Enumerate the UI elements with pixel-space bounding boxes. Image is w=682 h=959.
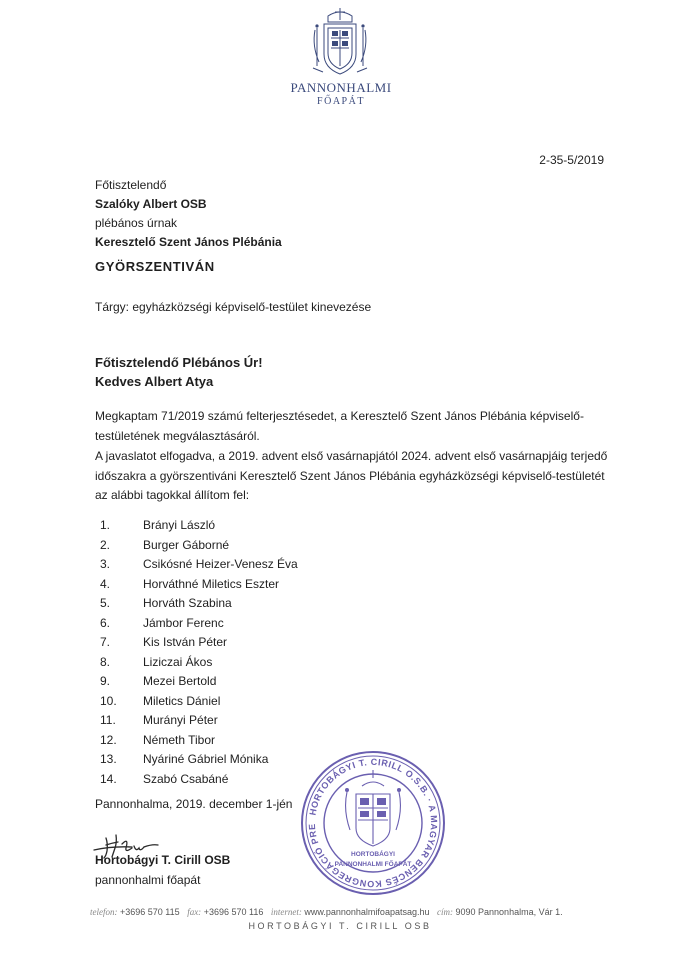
list-item: [95, 692, 395, 712]
salutation-line-2: Kedves Albert Atya: [95, 374, 214, 389]
subject-line: Tárgy: egyházközségi képviselő-testület kinevezése: [95, 300, 372, 314]
list-item: [95, 516, 395, 536]
member-name: Murányi Péter: [143, 713, 218, 727]
recipient-role: plébános úrnak: [95, 216, 178, 230]
member-name: Jámbor Ferenc: [143, 615, 224, 630]
svg-text:HORTOBÁGYI T. CIRILL O.S.B. ·: HORTOBÁGYI T. CIRILL O.S.B. · A MAGYAR BENCÉS KONGREGÁCIÓ PRE: [306, 756, 440, 890]
member-number: 8.: [100, 654, 111, 669]
footer-address: 9090 Pannonhalma, Vár 1.: [455, 907, 563, 917]
list-item: [95, 594, 395, 614]
recipient-parish: Keresztelő Szent János Plébánia: [95, 235, 282, 249]
body-paragraph-1: Megkaptam 71/2019 számú felterjesztésedet, a Keresztelő Szent János Plébánia képviselő-testületének megválasztásáról.: [95, 409, 584, 443]
member-name: Mezei Bertold: [143, 674, 217, 688]
footer-phone-label: telefon:: [90, 907, 118, 917]
list-item: [95, 672, 395, 692]
reference-number: 2-35-5/2019: [539, 153, 604, 167]
member-name: Kis István Péter: [143, 635, 228, 649]
recipient-name: Szalóky Albert OSB: [95, 197, 207, 211]
member-number: 6.: [100, 615, 111, 630]
salutation: [95, 353, 263, 391]
footer-web: www.pannonhalmifoapatsag.hu: [304, 907, 430, 917]
member-number: 9.: [100, 674, 111, 688]
member-name: Liziczai Ákos: [143, 654, 213, 669]
member-number: 10.: [100, 693, 117, 708]
footer-address-label: cím:: [437, 907, 453, 917]
member-number: 11.: [100, 713, 116, 727]
member-number: 13.: [100, 752, 117, 766]
member-number: 14.: [100, 771, 117, 786]
list-item: [95, 633, 395, 653]
list-item: [95, 575, 395, 595]
footer-contact-line: [90, 907, 590, 917]
signer-title: pannonhalmi főapát: [95, 873, 201, 887]
member-name: Brányi László: [143, 518, 216, 532]
member-number: 1.: [100, 518, 111, 532]
official-seal-stamp: [298, 748, 448, 898]
member-name: Szabó Csabáné: [143, 771, 229, 786]
footer-fax-label: fax:: [187, 907, 202, 917]
body-paragraph-2: A javaslatot elfogadva, a 2019. advent első vasárnapjától 2024. advent első vasárnapjáig terjedő időszakra a györszentiváni Keresztelő Szent János Plébánia egyházközségi képviselő-testületét az alábbi tagokkal állítom fel:: [95, 449, 608, 502]
member-number: 4.: [100, 576, 111, 591]
recipient-address: [95, 176, 207, 233]
member-name: Németh Tibor: [143, 732, 216, 747]
footer-phone: +3696 570 115: [120, 907, 180, 917]
list-item: [95, 711, 395, 731]
footer-web-label: internet:: [270, 907, 302, 917]
letterhead-org-subtitle: FŐAPÁT: [317, 96, 365, 107]
list-item: [95, 536, 395, 556]
signer-name: Hortobágyi T. Cirill OSB: [95, 853, 231, 867]
member-number: 5.: [100, 596, 111, 610]
list-item: [95, 555, 395, 575]
member-number: 12.: [100, 732, 117, 747]
member-name: Horváthné Miletics Eszter: [143, 576, 280, 591]
recipient-title: Főtisztelendő: [95, 178, 167, 192]
list-item: [95, 653, 395, 673]
svg-text:PANNONHALMI FŐAPÁT: PANNONHALMI FŐAPÁT: [334, 861, 412, 868]
member-name: Burger Gáborné: [143, 537, 230, 552]
member-number: 2.: [100, 537, 111, 552]
member-number: 7.: [100, 635, 111, 649]
list-item: [95, 614, 395, 634]
footer-fax: +3696 570 116: [203, 907, 264, 917]
svg-text:HORTOBÁGYI: HORTOBÁGYI: [351, 851, 395, 858]
abbey-coat-of-arms-icon: [309, 6, 371, 80]
member-number: 3.: [100, 557, 111, 571]
member-name: Csikósné Heizer-Venesz Éva: [143, 557, 298, 571]
letterhead-org-name: PANNONHALMI: [290, 80, 392, 95]
place-and-date: Pannonhalma, 2019. december 1-jén: [95, 797, 293, 811]
salutation-line-1: Főtisztelendő Plébános Úr!: [95, 355, 263, 370]
member-name: Horváth Szabina: [143, 596, 232, 610]
recipient-city: GYÖRSZENTIVÁN: [95, 259, 215, 274]
member-name: Miletics Dániel: [143, 693, 221, 708]
footer-name: HORTOBÁGYI T. CIRILL OSB: [248, 921, 432, 931]
member-name: Nyáriné Gábriel Mónika: [143, 752, 269, 766]
